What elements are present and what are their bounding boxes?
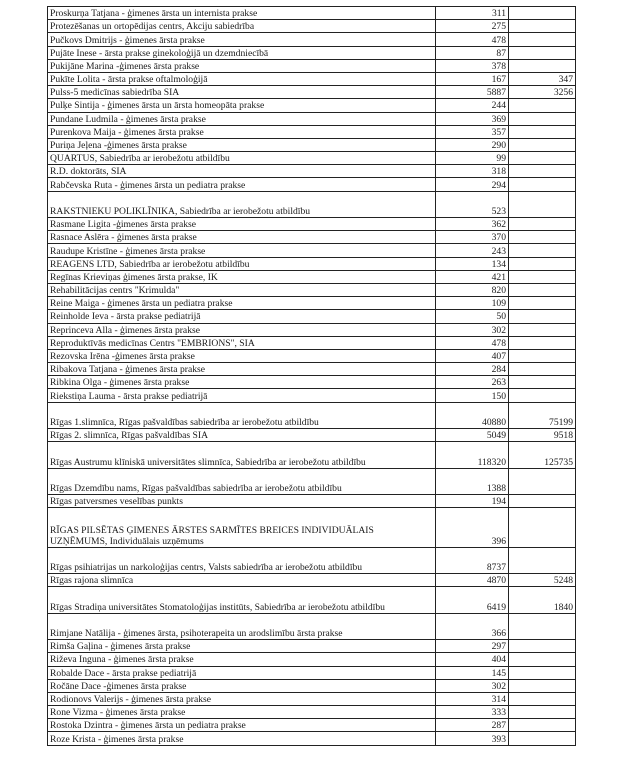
table-row xyxy=(48,125,576,138)
provider-name-cell: Rostoka Dzintra - ģimenes ārsta un pediatra prakse xyxy=(48,719,436,732)
value-1-cell: 820 xyxy=(436,283,509,296)
table-row xyxy=(48,7,576,20)
table-row xyxy=(48,719,576,732)
value-1-cell: 167 xyxy=(436,72,509,85)
provider-name-cell: Puriņa Jeļena -ģimenes ārsta prakse xyxy=(48,138,436,151)
value-1-cell: 5887 xyxy=(436,86,509,99)
table-row xyxy=(48,231,576,244)
provider-name-cell: Rīgas psihiatrijas un narkoloģijas centrs, Valsts sabiedrība ar ierobežotu atbildību xyxy=(48,547,436,573)
provider-name-cell: Rasnace Aslēra - ģimenes ārsta prakse xyxy=(48,231,436,244)
provider-name-cell: Rīgas 2. slimnīca, Rīgas pašvaldības SIA xyxy=(48,429,436,442)
value-1-cell: 5049 xyxy=(436,429,509,442)
value-2-cell: 5248 xyxy=(509,574,576,587)
value-2-cell xyxy=(509,112,576,125)
value-1-cell: 118320 xyxy=(436,442,509,468)
value-1-cell: 109 xyxy=(436,297,509,310)
provider-name-cell: Pundane Ludmila - ģimenes ārsta prakse xyxy=(48,112,436,125)
table-row xyxy=(48,99,576,112)
providers-table-body xyxy=(48,7,576,746)
value-1-cell: 1388 xyxy=(436,468,509,494)
table-row xyxy=(48,165,576,178)
value-1-cell: 523 xyxy=(436,191,509,217)
provider-name-cell: RĪGAS PILSĒTAS ĢIMENES ĀRSTES SARMĪTES BREICES INDIVIDUĀLAIS UZŅĒMUMS, Individuālais uzņēmums xyxy=(48,508,436,548)
value-2-cell xyxy=(509,257,576,270)
value-2-cell xyxy=(509,666,576,679)
provider-name-cell: Rone Vizma - ģimenes ārsta prakse xyxy=(48,706,436,719)
value-1-cell: 287 xyxy=(436,719,509,732)
table-row xyxy=(48,666,576,679)
table-row xyxy=(48,706,576,719)
table-row xyxy=(48,72,576,85)
value-2-cell: 347 xyxy=(509,72,576,85)
value-1-cell: 393 xyxy=(436,732,509,745)
value-2-cell: 75199 xyxy=(509,402,576,428)
provider-name-cell: REAGENS LTD, Sabiedrība ar ierobežotu atbildību xyxy=(48,257,436,270)
table-row xyxy=(48,257,576,270)
table-row xyxy=(48,218,576,231)
value-1-cell: 290 xyxy=(436,138,509,151)
provider-name-cell: Rabčevska Ruta - ģimenes ārsta un pediatra prakse xyxy=(48,178,436,191)
value-2-cell xyxy=(509,218,576,231)
table-row xyxy=(48,270,576,283)
provider-name-cell: Protezēšanas un ortopēdijas centrs, Akciju sabiedrība xyxy=(48,20,436,33)
provider-name-cell: Raudupe Kristīne - ģimenes ārsta prakse xyxy=(48,244,436,257)
table-row xyxy=(48,86,576,99)
value-1-cell: 6419 xyxy=(436,587,509,613)
value-1-cell: 369 xyxy=(436,112,509,125)
value-2-cell xyxy=(509,138,576,151)
value-1-cell: 357 xyxy=(436,125,509,138)
value-2-cell xyxy=(509,297,576,310)
value-1-cell: 333 xyxy=(436,706,509,719)
value-1-cell: 50 xyxy=(436,310,509,323)
value-2-cell: 3256 xyxy=(509,86,576,99)
provider-name-cell: Proskurņa Tatjana - ģimenes ārsta un internista prakse xyxy=(48,7,436,20)
provider-name-cell: Ribkina Olga - ģimenes ārsta prakse xyxy=(48,376,436,389)
value-2-cell xyxy=(509,653,576,666)
provider-name-cell: Riekstiņa Lauma - ārsta prakse pediatrijā xyxy=(48,389,436,402)
value-1-cell: 421 xyxy=(436,270,509,283)
table-row xyxy=(48,468,576,494)
value-1-cell: 407 xyxy=(436,349,509,362)
value-2-cell xyxy=(509,20,576,33)
provider-name-cell: Ročāne Dace -ģimenes ārsta prakse xyxy=(48,679,436,692)
table-row xyxy=(48,376,576,389)
value-2-cell xyxy=(509,679,576,692)
table-row xyxy=(48,587,576,613)
value-1-cell: 366 xyxy=(436,613,509,639)
provider-name-cell: Reinholde Ieva - ārsta prakse pediatrijā xyxy=(48,310,436,323)
table-row xyxy=(48,297,576,310)
value-2-cell xyxy=(509,125,576,138)
provider-name-cell: Pukijāne Marina -ģimenes ārsta prakse xyxy=(48,59,436,72)
provider-name-cell: Rodionovs Valerijs - ģimenes ārsta prakse xyxy=(48,692,436,705)
value-2-cell xyxy=(509,349,576,362)
table-row xyxy=(48,46,576,59)
value-2-cell xyxy=(509,495,576,508)
value-1-cell: 87 xyxy=(436,46,509,59)
provider-name-cell: Pukīte Lolita - ārsta prakse oftalmoloģijā xyxy=(48,72,436,85)
table-row xyxy=(48,547,576,573)
value-1-cell: 263 xyxy=(436,376,509,389)
table-row xyxy=(48,178,576,191)
table-row xyxy=(48,402,576,428)
table-row xyxy=(48,191,576,217)
provider-name-cell: Rimjane Natālija - ģimenes ārsta, psihoterapeita un arodslimību ārsta prakse xyxy=(48,613,436,639)
table-row xyxy=(48,429,576,442)
value-1-cell: 244 xyxy=(436,99,509,112)
provider-name-cell: Robalde Dace - ārsta prakse pediatrijā xyxy=(48,666,436,679)
value-2-cell xyxy=(509,719,576,732)
table-row xyxy=(48,349,576,362)
table-row xyxy=(48,323,576,336)
table-row xyxy=(48,138,576,151)
value-2-cell: 1840 xyxy=(509,587,576,613)
value-2-cell: 9518 xyxy=(509,429,576,442)
value-2-cell xyxy=(509,178,576,191)
value-2-cell xyxy=(509,59,576,72)
value-2-cell xyxy=(509,244,576,257)
value-1-cell: 314 xyxy=(436,692,509,705)
provider-name-cell: Rīgas patversmes veselības punkts xyxy=(48,495,436,508)
value-1-cell: 243 xyxy=(436,244,509,257)
value-2-cell xyxy=(509,613,576,639)
value-1-cell: 378 xyxy=(436,59,509,72)
value-1-cell: 145 xyxy=(436,666,509,679)
value-2-cell xyxy=(509,468,576,494)
value-1-cell: 40880 xyxy=(436,402,509,428)
value-1-cell: 404 xyxy=(436,653,509,666)
value-1-cell: 275 xyxy=(436,20,509,33)
value-2-cell xyxy=(509,336,576,349)
value-2-cell xyxy=(509,165,576,178)
table-row xyxy=(48,20,576,33)
table-row xyxy=(48,336,576,349)
value-1-cell: 362 xyxy=(436,218,509,231)
table-row xyxy=(48,732,576,745)
table-row xyxy=(48,389,576,402)
provider-name-cell: Regīnas Krieviņas ģimenes ārsta prakse, IK xyxy=(48,270,436,283)
provider-name-cell: Rīgas 1.slimnīca, Rīgas pašvaldības sabiedrība ar ierobežotu atbildību xyxy=(48,402,436,428)
value-1-cell: 99 xyxy=(436,152,509,165)
table-row xyxy=(48,310,576,323)
value-2-cell xyxy=(509,231,576,244)
provider-name-cell: QUARTUS, Sabiedrība ar ierobežotu atbildību xyxy=(48,152,436,165)
provider-name-cell: Rīgas Austrumu klīniskā universitātes slimnīca, Sabiedrība ar ierobežotu atbildību xyxy=(48,442,436,468)
value-1-cell: 4870 xyxy=(436,574,509,587)
value-2-cell xyxy=(509,152,576,165)
provider-name-cell: Rasmane Ligita -ģimenes ārsta prakse xyxy=(48,218,436,231)
value-1-cell: 396 xyxy=(436,508,509,548)
value-1-cell: 311 xyxy=(436,7,509,20)
table-row xyxy=(48,363,576,376)
provider-name-cell: Rezovska Irēna -ģimenes ārsta prakse xyxy=(48,349,436,362)
table-row xyxy=(48,653,576,666)
provider-name-cell: Purenkova Maija - ģimenes ārsta prakse xyxy=(48,125,436,138)
value-2-cell xyxy=(509,389,576,402)
provider-name-cell: Pulķe Sintija - ģimenes ārsta un ārsta homeopāta prakse xyxy=(48,99,436,112)
value-2-cell xyxy=(509,692,576,705)
provider-name-cell: Reproduktīvās medicīnas Centrs "EMBRIONS", SIA xyxy=(48,336,436,349)
value-1-cell: 297 xyxy=(436,640,509,653)
table-row xyxy=(48,59,576,72)
provider-name-cell: Reine Maiga - ģimenes ārsta un pediatra prakse xyxy=(48,297,436,310)
value-2-cell xyxy=(509,323,576,336)
value-2-cell xyxy=(509,7,576,20)
provider-name-cell: Ribakova Tatjana - ģimenes ārsta prakse xyxy=(48,363,436,376)
table-row xyxy=(48,679,576,692)
table-row xyxy=(48,283,576,296)
value-1-cell: 318 xyxy=(436,165,509,178)
value-2-cell xyxy=(509,46,576,59)
value-1-cell: 302 xyxy=(436,679,509,692)
provider-name-cell: Reprinceva Alla - ģimenes ārsta prakse xyxy=(48,323,436,336)
value-2-cell xyxy=(509,508,576,548)
provider-name-cell: Riževa Inguna - ģimenes ārsta prakse xyxy=(48,653,436,666)
table-row xyxy=(48,574,576,587)
value-1-cell: 302 xyxy=(436,323,509,336)
table-row xyxy=(48,613,576,639)
value-2-cell xyxy=(509,283,576,296)
value-1-cell: 478 xyxy=(436,33,509,46)
value-1-cell: 8737 xyxy=(436,547,509,573)
table-row xyxy=(48,442,576,468)
value-2-cell xyxy=(509,547,576,573)
value-1-cell: 150 xyxy=(436,389,509,402)
providers-table xyxy=(47,6,576,746)
value-1-cell: 284 xyxy=(436,363,509,376)
provider-name-cell: Roze Krista - ģimenes ārsta prakse xyxy=(48,732,436,745)
table-row xyxy=(48,152,576,165)
provider-name-cell: R.D. doktorāts, SIA xyxy=(48,165,436,178)
table-row xyxy=(48,112,576,125)
value-2-cell xyxy=(509,640,576,653)
value-2-cell xyxy=(509,270,576,283)
value-2-cell xyxy=(509,376,576,389)
value-1-cell: 194 xyxy=(436,495,509,508)
value-1-cell: 370 xyxy=(436,231,509,244)
value-1-cell: 478 xyxy=(436,336,509,349)
provider-name-cell: Rīgas Dzemdību nams, Rīgas pašvaldības sabiedrība ar ierobežotu atbildību xyxy=(48,468,436,494)
value-1-cell: 294 xyxy=(436,178,509,191)
value-2-cell xyxy=(509,191,576,217)
provider-name-cell: RAKSTNIEKU POLIKLĪNIKA, Sabiedrība ar ierobežotu atbildību xyxy=(48,191,436,217)
value-2-cell xyxy=(509,706,576,719)
value-2-cell xyxy=(509,310,576,323)
value-2-cell: 125735 xyxy=(509,442,576,468)
value-2-cell xyxy=(509,732,576,745)
provider-name-cell: Pučkovs Dmitrijs - ģimenes ārsta prakse xyxy=(48,33,436,46)
value-2-cell xyxy=(509,99,576,112)
table-row xyxy=(48,33,576,46)
table-row xyxy=(48,244,576,257)
provider-name-cell: Rimša Gaļina - ģimenes ārsta prakse xyxy=(48,640,436,653)
provider-name-cell: Rīgas Stradiņa universitātes Stomatoloģijas institūts, Sabiedrība ar ierobežotu atbildību xyxy=(48,587,436,613)
table-row xyxy=(48,692,576,705)
provider-name-cell: Rehabilitācijas centrs "Krimulda" xyxy=(48,283,436,296)
table-row xyxy=(48,640,576,653)
table-row xyxy=(48,508,576,548)
value-2-cell xyxy=(509,33,576,46)
provider-name-cell: Rīgas rajona slimnīca xyxy=(48,574,436,587)
value-2-cell xyxy=(509,363,576,376)
provider-name-cell: Pulss-5 medicīnas sabiedrība SIA xyxy=(48,86,436,99)
table-row xyxy=(48,495,576,508)
provider-name-cell: Pujāte Inese - ārsta prakse ginekoloģijā un dzemdniecībā xyxy=(48,46,436,59)
value-1-cell: 134 xyxy=(436,257,509,270)
